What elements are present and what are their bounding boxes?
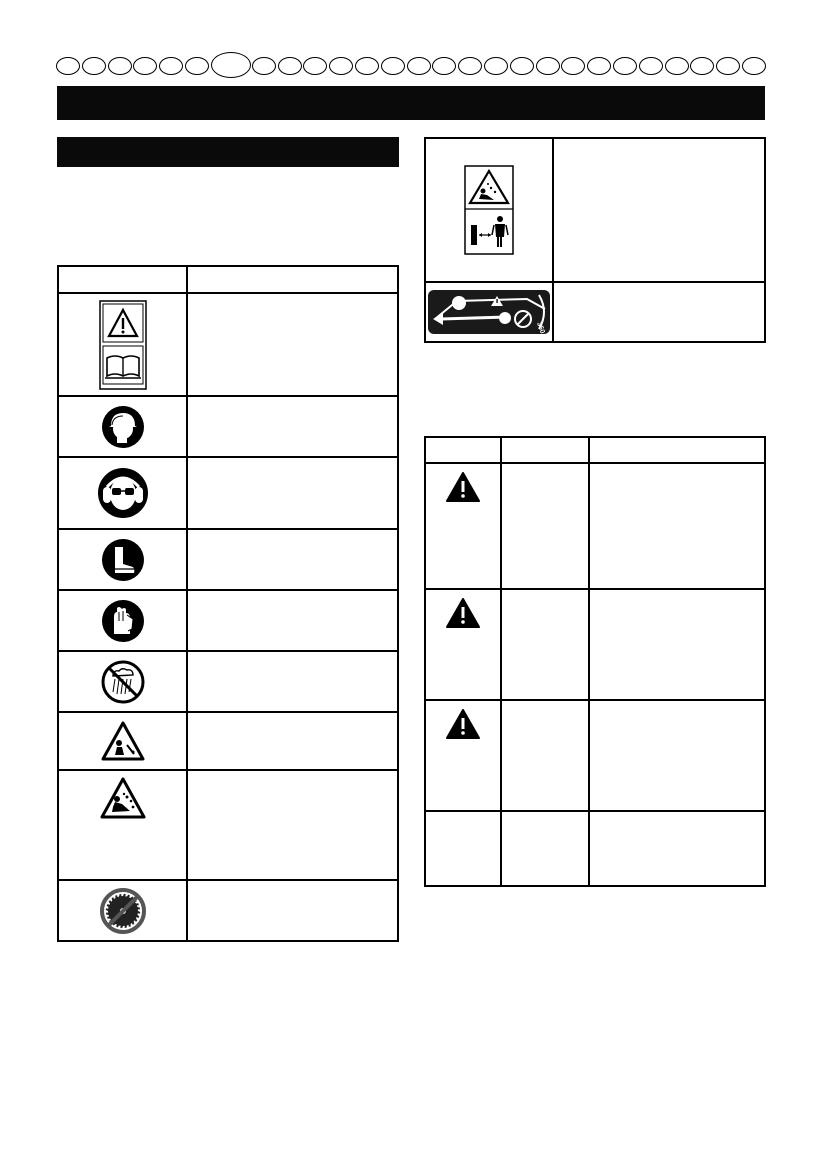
language-tabs [56, 54, 768, 80]
hard-hat-icon [59, 405, 186, 449]
language-tab [278, 57, 302, 75]
thrown-objects-icon [59, 771, 186, 819]
meaning-cell [187, 651, 398, 712]
header-cell-meaning [187, 266, 398, 293]
language-tab [536, 57, 560, 75]
language-tab [82, 57, 106, 75]
subsection-header-bar [57, 137, 399, 167]
gloves-icon [59, 599, 186, 643]
language-tab [561, 57, 585, 75]
language-tab [690, 57, 714, 75]
symbol-cell [425, 700, 501, 811]
symbol-cell [58, 457, 187, 529]
meaning-cell [187, 590, 398, 651]
language-tab [303, 57, 327, 75]
symbol-cell [58, 396, 187, 457]
meaning-cell [553, 138, 765, 282]
labels-table [424, 137, 766, 343]
signal-cell [501, 811, 589, 886]
meaning-cell [187, 529, 398, 590]
symbol-cell [58, 529, 187, 590]
language-tab [133, 57, 157, 75]
symbols-table [57, 265, 399, 942]
table-header-row [58, 266, 398, 293]
meaning-cell [187, 457, 398, 529]
language-tab [458, 57, 482, 75]
table-row [58, 770, 398, 880]
table-row [58, 396, 398, 457]
symbol-cell [58, 880, 187, 941]
header-cell-signal [501, 437, 589, 463]
language-tab [587, 57, 611, 75]
section-header-bar [57, 86, 765, 120]
table-row [58, 880, 398, 941]
table-row [425, 700, 765, 811]
language-tab [742, 57, 766, 75]
warning-triangle-icon [426, 590, 500, 628]
language-tab [407, 57, 431, 75]
signal-cell [501, 700, 589, 811]
language-tab [252, 57, 276, 75]
table-row [425, 811, 765, 886]
language-tab [665, 57, 689, 75]
meaning-cell [589, 700, 765, 811]
header-cell-symbol [425, 437, 501, 463]
table-header-row [425, 437, 765, 463]
symbol-cell [58, 651, 187, 712]
header-cell-symbol [58, 266, 187, 293]
thrown-objects-distance-icon [426, 165, 552, 255]
table-row [425, 589, 765, 700]
language-tab [484, 57, 508, 75]
signal-cell [501, 589, 589, 700]
meaning-cell [553, 282, 765, 342]
language-tab [329, 57, 353, 75]
meaning-cell [187, 770, 398, 880]
meaning-cell [589, 811, 765, 886]
boots-icon [59, 538, 186, 582]
table-row [58, 712, 398, 770]
language-tab [108, 57, 132, 75]
eye-ear-protection-icon [59, 467, 186, 519]
meaning-cell [187, 880, 398, 941]
table-row [58, 457, 398, 529]
signal-words-table [424, 436, 766, 887]
trimmer-rotation-label-icon [426, 289, 552, 335]
language-tab [716, 57, 740, 75]
language-tab-active [211, 52, 251, 78]
meaning-cell [589, 463, 765, 589]
table-row [58, 293, 398, 396]
bystander-hazard-icon [59, 721, 186, 761]
symbol-cell [58, 770, 187, 880]
language-tab [432, 57, 456, 75]
language-tab [355, 57, 379, 75]
language-tab [56, 57, 80, 75]
language-tab [613, 57, 637, 75]
meaning-cell [187, 293, 398, 396]
meaning-cell [187, 712, 398, 770]
no-rain-icon [59, 659, 186, 705]
symbol-cell [58, 712, 187, 770]
warning-triangle-icon [426, 464, 500, 502]
meaning-cell [589, 589, 765, 700]
table-row [425, 463, 765, 589]
signal-cell [501, 463, 589, 589]
symbol-cell [425, 138, 553, 282]
rotation-degrees-text: 360 [535, 321, 546, 335]
symbol-cell [425, 589, 501, 700]
language-tab [639, 57, 663, 75]
language-tab [185, 57, 209, 75]
table-row [425, 282, 765, 342]
no-saw-blade-icon [59, 887, 186, 935]
language-tab [159, 57, 183, 75]
meaning-cell [187, 396, 398, 457]
read-manual-warning-icon [59, 300, 186, 390]
header-cell-meaning [589, 437, 765, 463]
table-row [425, 138, 765, 282]
table-row [58, 651, 398, 712]
language-tab [381, 57, 405, 75]
symbol-cell [425, 811, 501, 886]
language-tab [510, 57, 534, 75]
warning-triangle-icon [426, 701, 500, 739]
symbol-cell [58, 293, 187, 396]
table-row [58, 529, 398, 590]
table-row [58, 590, 398, 651]
symbol-cell [58, 590, 187, 651]
symbol-cell [425, 463, 501, 589]
symbol-cell [425, 282, 553, 342]
